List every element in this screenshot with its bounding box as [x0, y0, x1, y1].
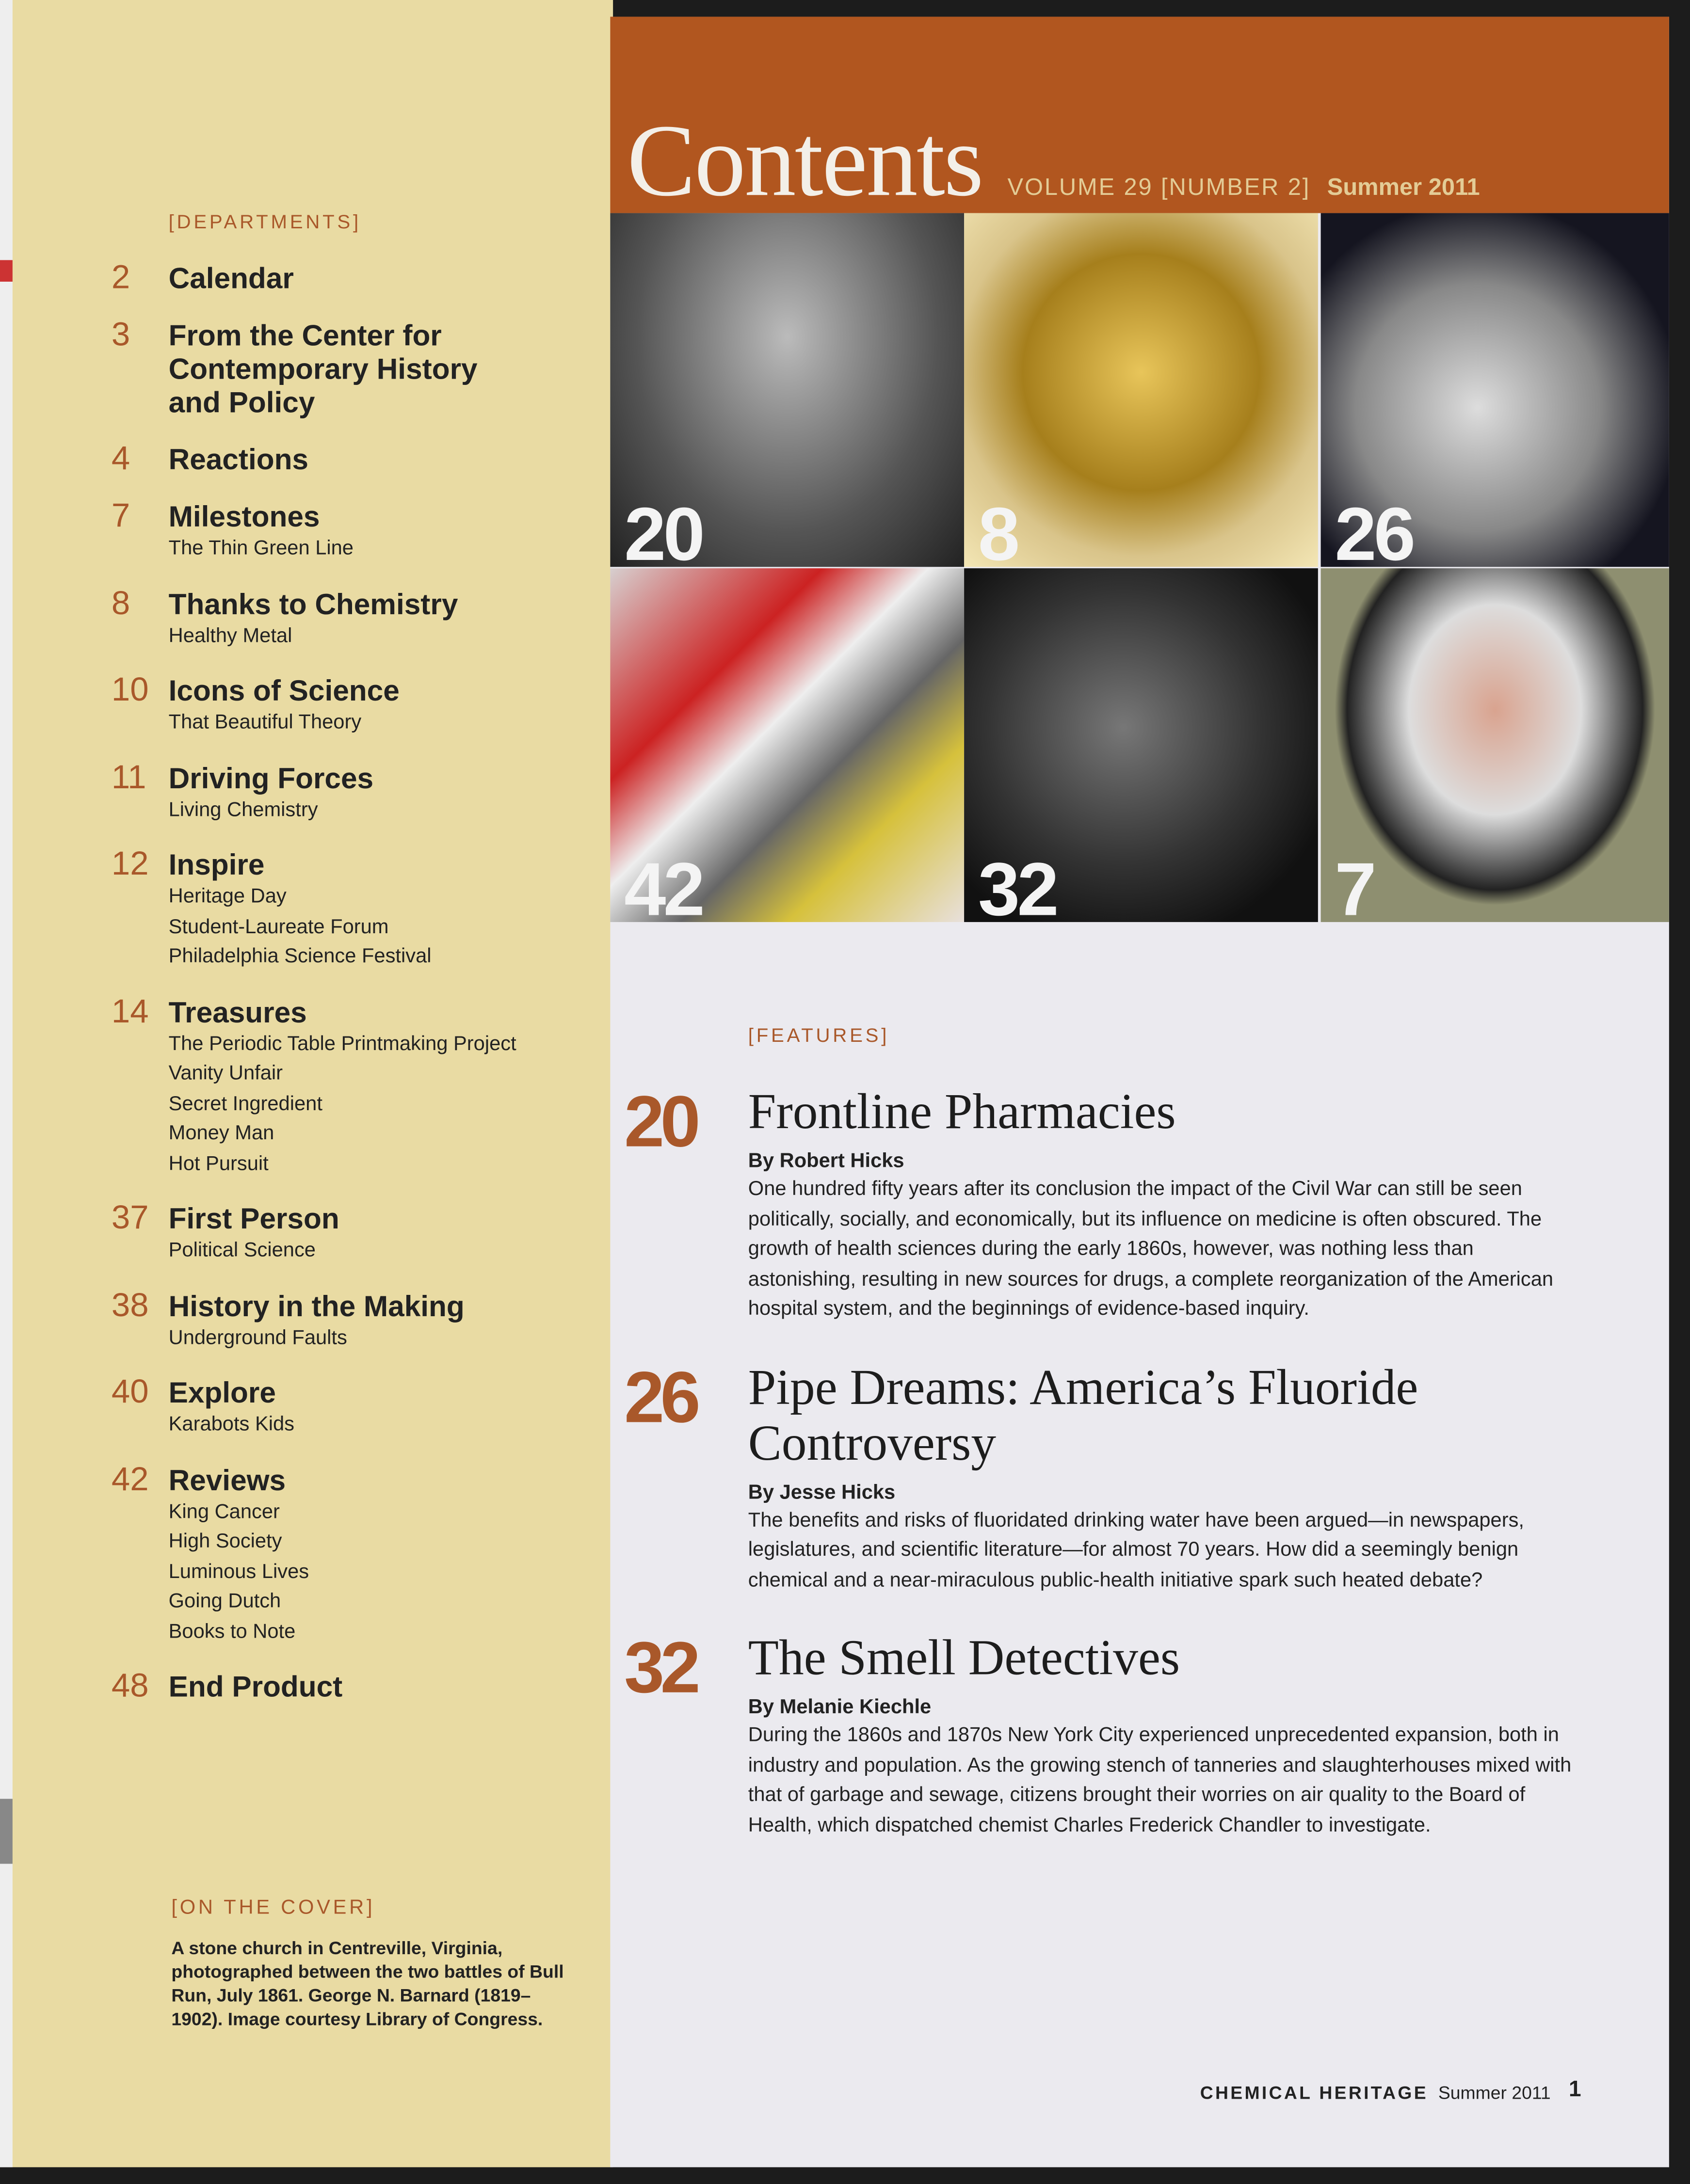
- thumbnail-civil-war-officers[interactable]: [610, 213, 964, 567]
- footer-season: Summer 2011: [1438, 2082, 1551, 2104]
- department-subitem[interactable]: Secret Ingredient: [168, 1092, 322, 1115]
- department-title[interactable]: Milestones: [168, 501, 320, 534]
- department-page-number: 37: [111, 1199, 149, 1237]
- department-title[interactable]: First Person: [168, 1203, 339, 1236]
- department-subitem[interactable]: Underground Faults: [168, 1326, 347, 1349]
- department-subitem[interactable]: Books to Note: [168, 1620, 296, 1643]
- thumbnail-brass-doorknob[interactable]: [964, 213, 1318, 567]
- department-page-number: 14: [111, 992, 149, 1030]
- department-subitem[interactable]: Philadelphia Science Festival: [168, 945, 432, 968]
- department-title[interactable]: From the Center for Contemporary History and Policy: [168, 320, 478, 419]
- department-title[interactable]: Driving Forces: [168, 762, 374, 795]
- feature-page-number: 26: [624, 1357, 697, 1438]
- thumbnail-smiling-child[interactable]: [1321, 213, 1669, 567]
- department-page-number: 10: [111, 671, 149, 709]
- feature-description: One hundred fifty years after its conclusion the impact of the Civil War can still be seen politically, socially, and economically, but its influence on medicine is often obscured. The growth of health sciences during the early 1860s, however, was nothing less than astonishing, resulting in new sources for drugs, a complete reorganization of the American hospital system, and the beginnings of evidence-based inquiry.: [748, 1178, 1554, 1321]
- department-subitem[interactable]: The Thin Green Line: [168, 537, 354, 560]
- feature-entry[interactable]: [624, 1084, 1585, 1325]
- department-page-number: 7: [111, 497, 130, 535]
- department-subitem[interactable]: The Periodic Table Printmaking Project: [168, 1033, 516, 1055]
- department-subitem[interactable]: Luminous Lives: [168, 1561, 309, 1583]
- department-entry[interactable]: [112, 316, 599, 420]
- cover-caption: A stone church in Centreville, Virginia, photographed between the two battles of Bull Run, July 1861. George N. Barnard (1819–1902). Image courtesy Library of Congress.: [171, 1937, 564, 2029]
- header-row: [627, 104, 1480, 213]
- department-page-number: 11: [111, 758, 146, 796]
- page-footer: [1200, 2082, 1551, 2103]
- department-subitem[interactable]: Going Dutch: [168, 1590, 281, 1613]
- page-number: 1: [1568, 2078, 1581, 2102]
- feature-author: By Jesse Hicks: [748, 1481, 896, 1504]
- department-title[interactable]: Reviews: [168, 1464, 286, 1497]
- department-subitem[interactable]: Vanity Unfair: [168, 1063, 283, 1085]
- department-page-number: 8: [111, 584, 130, 622]
- department-subitem[interactable]: That Beautiful Theory: [168, 712, 362, 734]
- department-page-number: 42: [111, 1460, 149, 1498]
- department-entry[interactable]: [112, 758, 599, 826]
- department-title[interactable]: Explore: [168, 1377, 276, 1410]
- feature-title[interactable]: Pipe Dreams: America’s Fluoride Controversy: [748, 1358, 1418, 1470]
- department-subitem[interactable]: Karabots Kids: [168, 1414, 295, 1436]
- cover-label: [ON THE COVER]: [171, 1897, 375, 1919]
- department-title[interactable]: Thanks to Chemistry: [168, 588, 458, 621]
- feature-title[interactable]: Frontline Pharmacies: [748, 1084, 1176, 1140]
- department-entry[interactable]: [112, 1667, 599, 1705]
- thumbnail-page-number: 7: [1335, 848, 1374, 922]
- page-edge: [0, 0, 13, 2167]
- department-page-number: 38: [111, 1286, 149, 1324]
- department-page-number: 4: [111, 440, 130, 478]
- department-title[interactable]: End Product: [168, 1671, 343, 1704]
- department-entry[interactable]: [112, 992, 599, 1180]
- issue-season: Summer 2011: [1327, 174, 1480, 201]
- thumbnail-page-number: 8: [978, 493, 1017, 567]
- department-subitem[interactable]: Student-Laureate Forum: [168, 915, 389, 938]
- features-label: [FEATURES]: [748, 1023, 890, 1046]
- department-entry[interactable]: [112, 1199, 599, 1267]
- feature-entry[interactable]: [624, 1359, 1585, 1596]
- department-entry[interactable]: [112, 1373, 599, 1441]
- feature-author: By Robert Hicks: [748, 1150, 904, 1173]
- department-subitem[interactable]: Healthy Metal: [168, 624, 292, 647]
- department-entry[interactable]: [112, 1460, 599, 1647]
- departments-list: [112, 259, 599, 1724]
- department-entry[interactable]: [112, 1286, 599, 1354]
- thumbnail-page-number: 26: [1335, 493, 1413, 567]
- department-subitem[interactable]: Heritage Day: [168, 886, 287, 909]
- feature-page-number: 32: [624, 1628, 697, 1709]
- department-page-number: 2: [111, 259, 130, 297]
- department-subitem[interactable]: High Society: [168, 1530, 282, 1553]
- thumbnail-poster-illustration[interactable]: [610, 568, 964, 922]
- department-page-number: 12: [111, 845, 149, 883]
- thumbnail-page-number: 42: [624, 848, 703, 922]
- department-subitem[interactable]: Money Man: [168, 1122, 274, 1145]
- department-subitem[interactable]: Living Chemistry: [168, 798, 318, 821]
- volume-label: VOLUME 29 [NUMBER 2]: [1007, 174, 1311, 201]
- department-title[interactable]: Treasures: [168, 996, 307, 1029]
- thumbnail-hunters-point-engraving[interactable]: [964, 568, 1318, 922]
- department-entry[interactable]: [112, 584, 599, 652]
- feature-author: By Melanie Kiechle: [748, 1696, 932, 1719]
- department-entry[interactable]: [112, 845, 599, 973]
- thumbnail-page-number: 20: [624, 493, 703, 567]
- department-title[interactable]: History in the Making: [168, 1290, 465, 1323]
- department-title[interactable]: Inspire: [168, 849, 265, 882]
- department-entry[interactable]: [112, 671, 599, 739]
- department-page-number: 3: [111, 316, 130, 354]
- feature-description: During the 1860s and 1870s New York City experienced unprecedented expansion, both in industry and population. As the growing stench of tanneries and slaughterhouses mixed with that of garbage and sewage, citizens brought their worries on air quality to the Board of Health, which dispatched chemist Charles Frederick Chandler to investigate.: [748, 1724, 1572, 1837]
- department-page-number: 40: [111, 1373, 149, 1411]
- feature-title[interactable]: The Smell Detectives: [748, 1629, 1180, 1686]
- contents-header: [610, 16, 1669, 213]
- department-entry[interactable]: [112, 440, 599, 478]
- feature-entry[interactable]: [624, 1629, 1585, 1841]
- department-page-number: 48: [111, 1667, 149, 1705]
- page-title: Contents: [627, 104, 982, 213]
- thumbnail-bearded-man-caricature[interactable]: [1321, 568, 1669, 922]
- department-subitem[interactable]: Political Science: [168, 1239, 316, 1262]
- feature-page-number: 20: [624, 1082, 697, 1163]
- thumbnail-page-number: 32: [978, 848, 1056, 922]
- feature-description: The benefits and risks of fluoridated drinking water have been argued—in newspapers, legislatures, and scientific literature—for almost 70 years. How did a seemingly benign chemical and a near-miraculous public-health initiative spark such heated debate?: [748, 1509, 1524, 1592]
- department-title[interactable]: Reactions: [168, 444, 309, 477]
- department-title[interactable]: Calendar: [168, 263, 294, 296]
- department-subitem[interactable]: Hot Pursuit: [168, 1152, 269, 1175]
- features-list: [624, 1084, 1585, 1841]
- department-subitem[interactable]: King Cancer: [168, 1500, 280, 1523]
- department-entry[interactable]: [112, 497, 599, 565]
- departments-label: [DEPARTMENTS]: [168, 210, 361, 233]
- department-entry[interactable]: [112, 259, 599, 297]
- department-title[interactable]: Icons of Science: [168, 675, 400, 708]
- magazine-name: CHEMICAL HERITAGE: [1200, 2082, 1429, 2104]
